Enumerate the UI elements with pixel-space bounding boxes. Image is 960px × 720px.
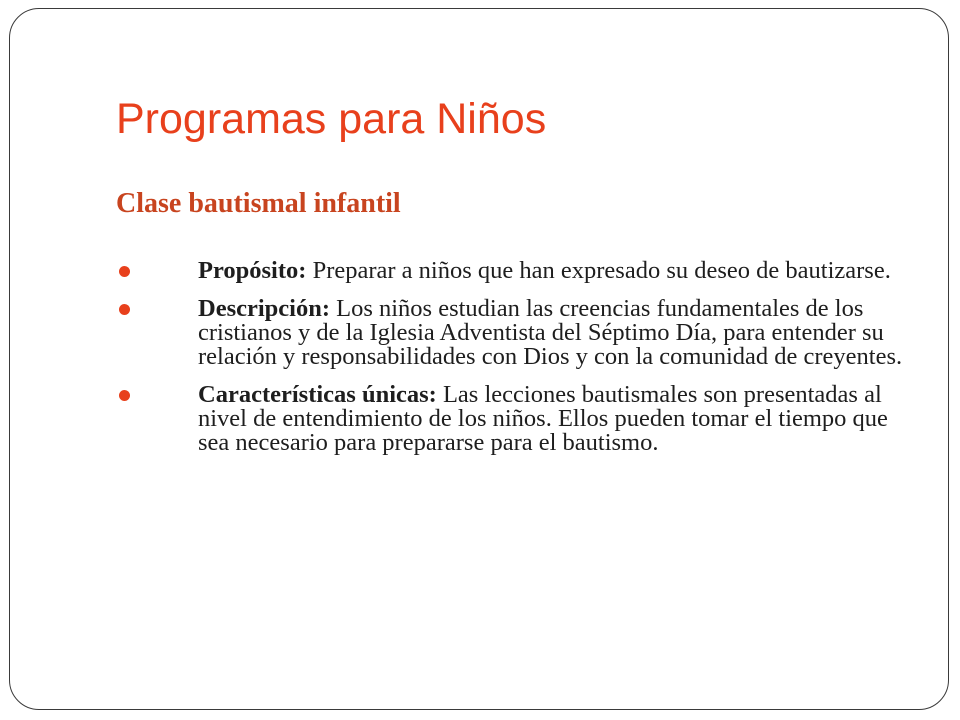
bullet-item-proposito xyxy=(116,259,916,283)
slide-subtitle: Clase bautismal infantil xyxy=(116,188,401,219)
bullet-text: Las lecciones bautismales son presentadas al nivel de entendimiento de los niños. Ellos pueden tomar el tiempo que sea necesario para prepararse para el bautismo. xyxy=(198,381,888,456)
bullet-list xyxy=(116,259,916,469)
bullet-dot-icon xyxy=(119,390,130,401)
slide-frame xyxy=(9,8,949,710)
bullet-text: Los niños estudian las creencias fundamentales de los cristianos y de la Iglesia Adventista del Séptimo Día, para entender su relación y responsabilidades con Dios y con la comunidad de creyentes. xyxy=(198,295,903,370)
bullet-label: Características únicas: xyxy=(198,381,437,408)
bullet-text: Preparar a niños que han expresado su deseo de bautizarse. xyxy=(306,257,891,284)
bullet-label: Descripción: xyxy=(198,295,330,322)
bullet-item-descripcion xyxy=(116,297,916,369)
bullet-label: Propósito: xyxy=(198,257,307,284)
bullet-dot-icon xyxy=(119,304,130,315)
bullet-item-caracteristicas xyxy=(116,383,916,455)
bullet-dot-icon xyxy=(119,266,130,277)
slide-title: Programas para Niños xyxy=(116,95,547,143)
